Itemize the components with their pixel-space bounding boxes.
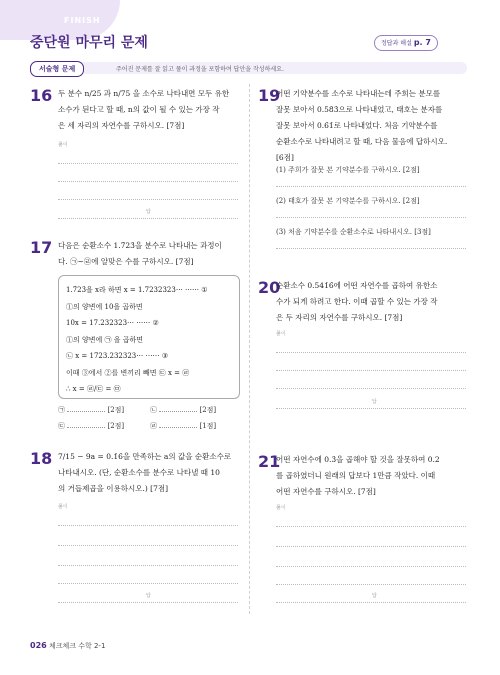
q19-sub-1: (1) 주희가 잘못 본 기약분수를 구하시오. [2점] (276, 166, 420, 174)
q18-number: 18 (30, 449, 53, 468)
q19-line: [6점] (276, 153, 294, 162)
q18-line: 의 거듭제곱을 이용하시오.) [7점] (58, 484, 169, 493)
section-label: 서술형 문제 (30, 61, 84, 77)
q17-process (66, 282, 208, 398)
q19-text (276, 86, 471, 166)
answer-line (276, 566, 466, 567)
q21-line: 어떤 자연수에 0.3̇을 곱해야 할 것을 잘못하여 0.2 (276, 455, 440, 464)
q17-text (58, 238, 243, 270)
q16-answer-label: 풀이 (58, 142, 68, 148)
answer-line (276, 388, 466, 389)
answer-line (58, 199, 238, 200)
answer-line[interactable] (276, 408, 466, 409)
q17-line: 다. ㉠~㉣에 알맞은 수를 구하시오. [7점] (58, 257, 194, 266)
q20-answer-mark: 답 (372, 399, 377, 405)
answer-line (58, 181, 238, 182)
q17-part-b[interactable] (150, 405, 216, 415)
q17-box-line: 이때 ③에서 ②를 변끼리 빼면 ㉢ x = ㉣ (66, 368, 190, 377)
part-points: [1점] (199, 422, 217, 430)
q20-line: 수가 되게 하려고 한다. 이때 곱할 수 있는 가장 작 (276, 297, 438, 306)
answer-line[interactable] (276, 602, 466, 603)
q17-box-line: ∴ x = ㉣/㉢ = ㉤ (66, 385, 121, 393)
q17-box-line: ㉡ x = 1723.232323⋯ ⋯⋯ ③ (66, 352, 168, 360)
section-instruction: 주어진 문제를 잘 읽고 풀이 과정을 포함하여 답안을 작성하세요. (116, 66, 284, 73)
q17-number: 17 (30, 238, 53, 257)
q21-line: 어떤 자연수를 구하시오. [7점] (276, 487, 376, 496)
answer-line[interactable] (276, 248, 466, 249)
answer-link[interactable] (374, 35, 438, 51)
part-points: [2점] (199, 406, 217, 414)
q21-answer-mark: 답 (372, 593, 377, 599)
q20-text (276, 278, 471, 326)
q19-line: 잘못 보아서 0.58̇3̇으로 나타내었고, 태호는 분자를 (276, 105, 443, 114)
q19-sub-2: (2) 태호가 잘못 본 기약분수를 구하시오. [2점] (276, 197, 420, 205)
q20-answer-label: 풀이 (276, 331, 286, 337)
q21-number: 21 (258, 452, 281, 471)
answer-line (276, 352, 466, 353)
part-mark: ㉢ (58, 422, 65, 430)
answer-line (58, 525, 238, 526)
part-mark: ㉡ (150, 406, 157, 414)
q16-text (58, 86, 243, 134)
answer-line (276, 526, 466, 527)
q19-sub-3: (3) 처음 기약분수를 순환소수로 나타내시오. [3점] (276, 228, 431, 236)
q16-number: 16 (30, 86, 53, 105)
q18-answer-mark: 답 (146, 593, 151, 599)
q19-line: 어떤 기약분수를 소수로 나타내는데 주희는 분모를 (276, 89, 441, 98)
answer-line (58, 545, 238, 546)
q18-line: 7/15 − 9a = 0.1̇6̇을 만족하는 a의 값을 순환소수로 (58, 452, 232, 461)
q17-box-line: ①의 양변에 ㉠ 을 곱하면 (66, 335, 143, 344)
answer-page: p. 7 (413, 38, 431, 47)
q20-line: 은 두 자리의 자연수를 구하시오. [7점] (276, 313, 403, 322)
part-points: [2점] (107, 422, 125, 430)
q18-text (58, 449, 243, 497)
answer-line (276, 584, 466, 585)
q20-line: 순환소수 0.541̇6̇에 어떤 자연수를 곱하여 유한소 (276, 281, 438, 290)
answer-line (58, 163, 238, 164)
q17-line: 다음은 순환소수 1.7̇23̇을 분수로 나타내는 과정이 (58, 241, 222, 250)
page-number: 026 (30, 641, 47, 650)
answer-line[interactable] (58, 218, 238, 219)
answer-line (276, 546, 466, 547)
book-title: 체크체크 수학 2-1 (48, 642, 106, 650)
q19-line: 순환소수로 나타내려고 할 때, 다음 물음에 답하시오. (276, 137, 448, 146)
q19-number: 19 (258, 86, 281, 105)
q17-box-line: 10x = 17.232323⋯ ⋯⋯ ② (66, 319, 159, 327)
q17-part-c[interactable] (58, 421, 124, 431)
q17-part-a[interactable] (58, 405, 124, 415)
q18-answer-label: 풀이 (58, 504, 68, 510)
answer-line (276, 370, 466, 371)
column-divider (249, 84, 250, 614)
q21-text (276, 452, 471, 500)
q21-line: 를 곱하였더니 원래의 답보다 1만큼 작았다. 이때 (276, 471, 436, 480)
q20-number: 20 (258, 278, 281, 297)
answer-line[interactable] (276, 186, 466, 187)
answer-link-label: 정답과 해설 (381, 40, 412, 47)
footer (30, 641, 105, 651)
q17-box-line: ①의 양변에 10을 곱하면 (66, 302, 143, 311)
q16-answer-mark: 답 (146, 209, 151, 215)
page-title: 중단원 마무리 문제 (30, 35, 148, 51)
q17-box-line: 1.7̇23̇을 x라 하면 x = 1.7232323⋯ ⋯⋯ ① (66, 286, 208, 294)
q19-line: 잘못 보아서 0.6̇1̇로 나타내었다. 처음 기약분수를 (276, 121, 438, 130)
q21-answer-label: 풀이 (276, 505, 286, 511)
q18-line: 나타내시오. (단, 순환소수를 분수로 나타낼 때 10 (58, 468, 220, 477)
part-mark: ㉠ (58, 406, 65, 414)
finish-tag: FINISH (64, 16, 101, 25)
answer-line[interactable] (58, 602, 238, 603)
q16-line: 두 분수 n/25 과 n/75 을 소수로 나타내면 모두 유한 (58, 89, 230, 98)
part-points: [2점] (107, 406, 125, 414)
answer-line (58, 565, 238, 566)
answer-line[interactable] (276, 217, 466, 218)
q16-line: 은 세 자리의 자연수를 구하시오. [7점] (58, 121, 185, 130)
q16-line: 소수가 된다고 할 때, n의 값이 될 수 있는 가장 작 (58, 105, 220, 114)
q17-part-d[interactable] (150, 421, 216, 431)
part-mark: ㉣ (150, 422, 157, 430)
answer-line (58, 583, 238, 584)
